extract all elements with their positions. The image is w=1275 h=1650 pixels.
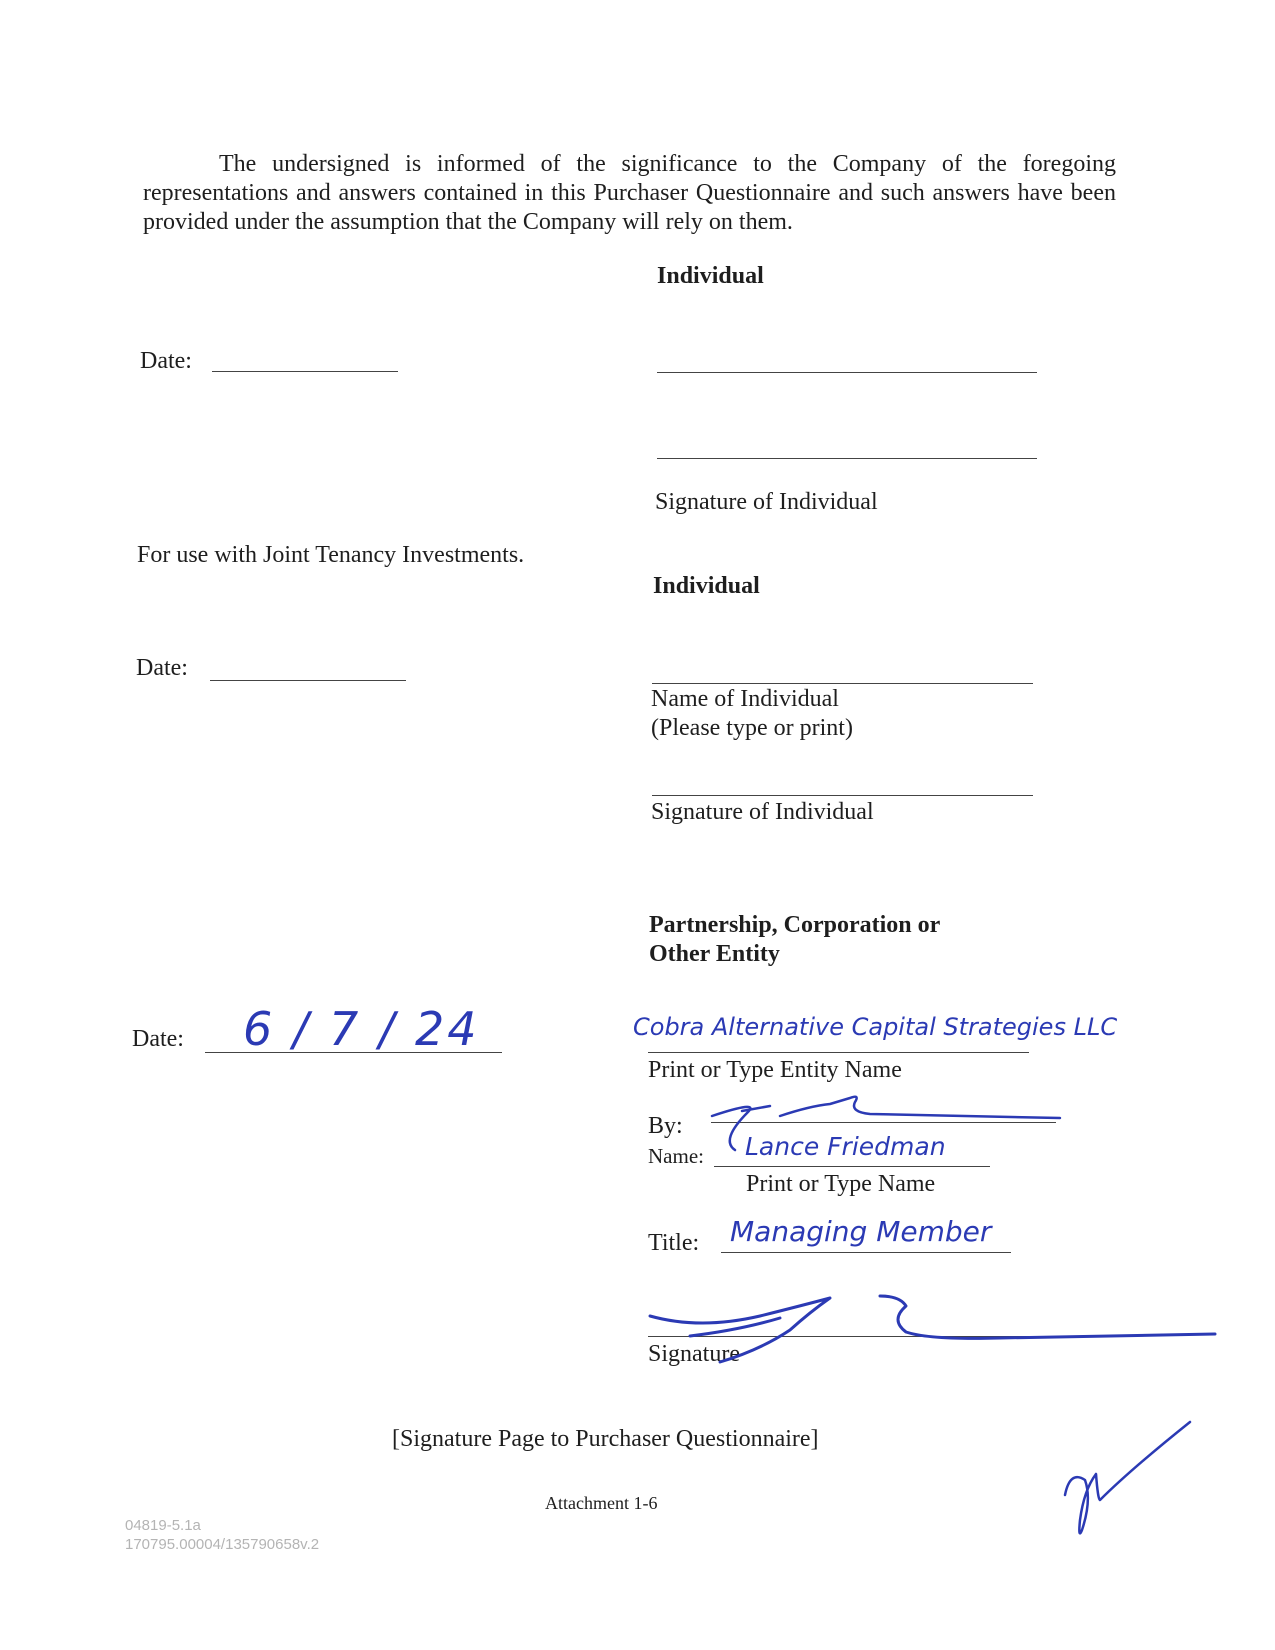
print-type-name-label: Print or Type Name bbox=[746, 1171, 936, 1197]
doc-code-2: 170795.00004/135790658v.2 bbox=[125, 1536, 320, 1553]
signature-of-individual-label-2: Signature of Individual bbox=[651, 799, 874, 825]
doc-code-1: 04819-5.1a bbox=[125, 1517, 201, 1534]
intro-paragraph: The undersigned is informed of the significance to the Company of the foregoing representations and answers contained in this Purchaser Questionnaire and such answers have been provided under the assumption that the Company will rely on them. bbox=[143, 151, 1116, 235]
title-label: Title: bbox=[648, 1230, 700, 1256]
signature-page-caption: [Signature Page to Purchaser Questionnaire] bbox=[392, 1426, 819, 1452]
attachment-label: Attachment 1-6 bbox=[545, 1493, 658, 1513]
date-label-1: Date: bbox=[140, 348, 192, 374]
date-label-3: Date: bbox=[132, 1026, 184, 1052]
entity-heading-line1: Partnership, Corporation or bbox=[649, 912, 941, 938]
main-signature-stroke bbox=[650, 1296, 1215, 1362]
signature-label: Signature bbox=[648, 1341, 740, 1367]
handwritten-title: Managing Member bbox=[730, 1215, 992, 1248]
print-type-entity-name-label: Print or Type Entity Name bbox=[648, 1057, 902, 1083]
entity-heading-line2: Other Entity bbox=[649, 941, 780, 967]
handwritten-date: 6 / 7 / 24 bbox=[243, 1002, 480, 1056]
handwritten-name: Lance Friedman bbox=[745, 1132, 946, 1161]
by-label: By: bbox=[648, 1113, 683, 1139]
please-type-or-print-hint: (Please type or print) bbox=[651, 715, 853, 741]
name-label: Name: bbox=[648, 1144, 704, 1168]
individual-heading: Individual bbox=[657, 263, 764, 289]
initials-stroke bbox=[1065, 1422, 1190, 1533]
joint-tenancy-note: For use with Joint Tenancy Investments. bbox=[137, 542, 525, 568]
date-label-2: Date: bbox=[136, 655, 188, 681]
by-signature-stroke bbox=[712, 1097, 1060, 1150]
signature-of-individual-label-1: Signature of Individual bbox=[655, 489, 878, 515]
handwritten-entity-name: Cobra Alternative Capital Strategies LLC bbox=[633, 1013, 1118, 1041]
joint-individual-heading: Individual bbox=[653, 573, 760, 599]
name-of-individual-label: Name of Individual bbox=[651, 686, 839, 712]
